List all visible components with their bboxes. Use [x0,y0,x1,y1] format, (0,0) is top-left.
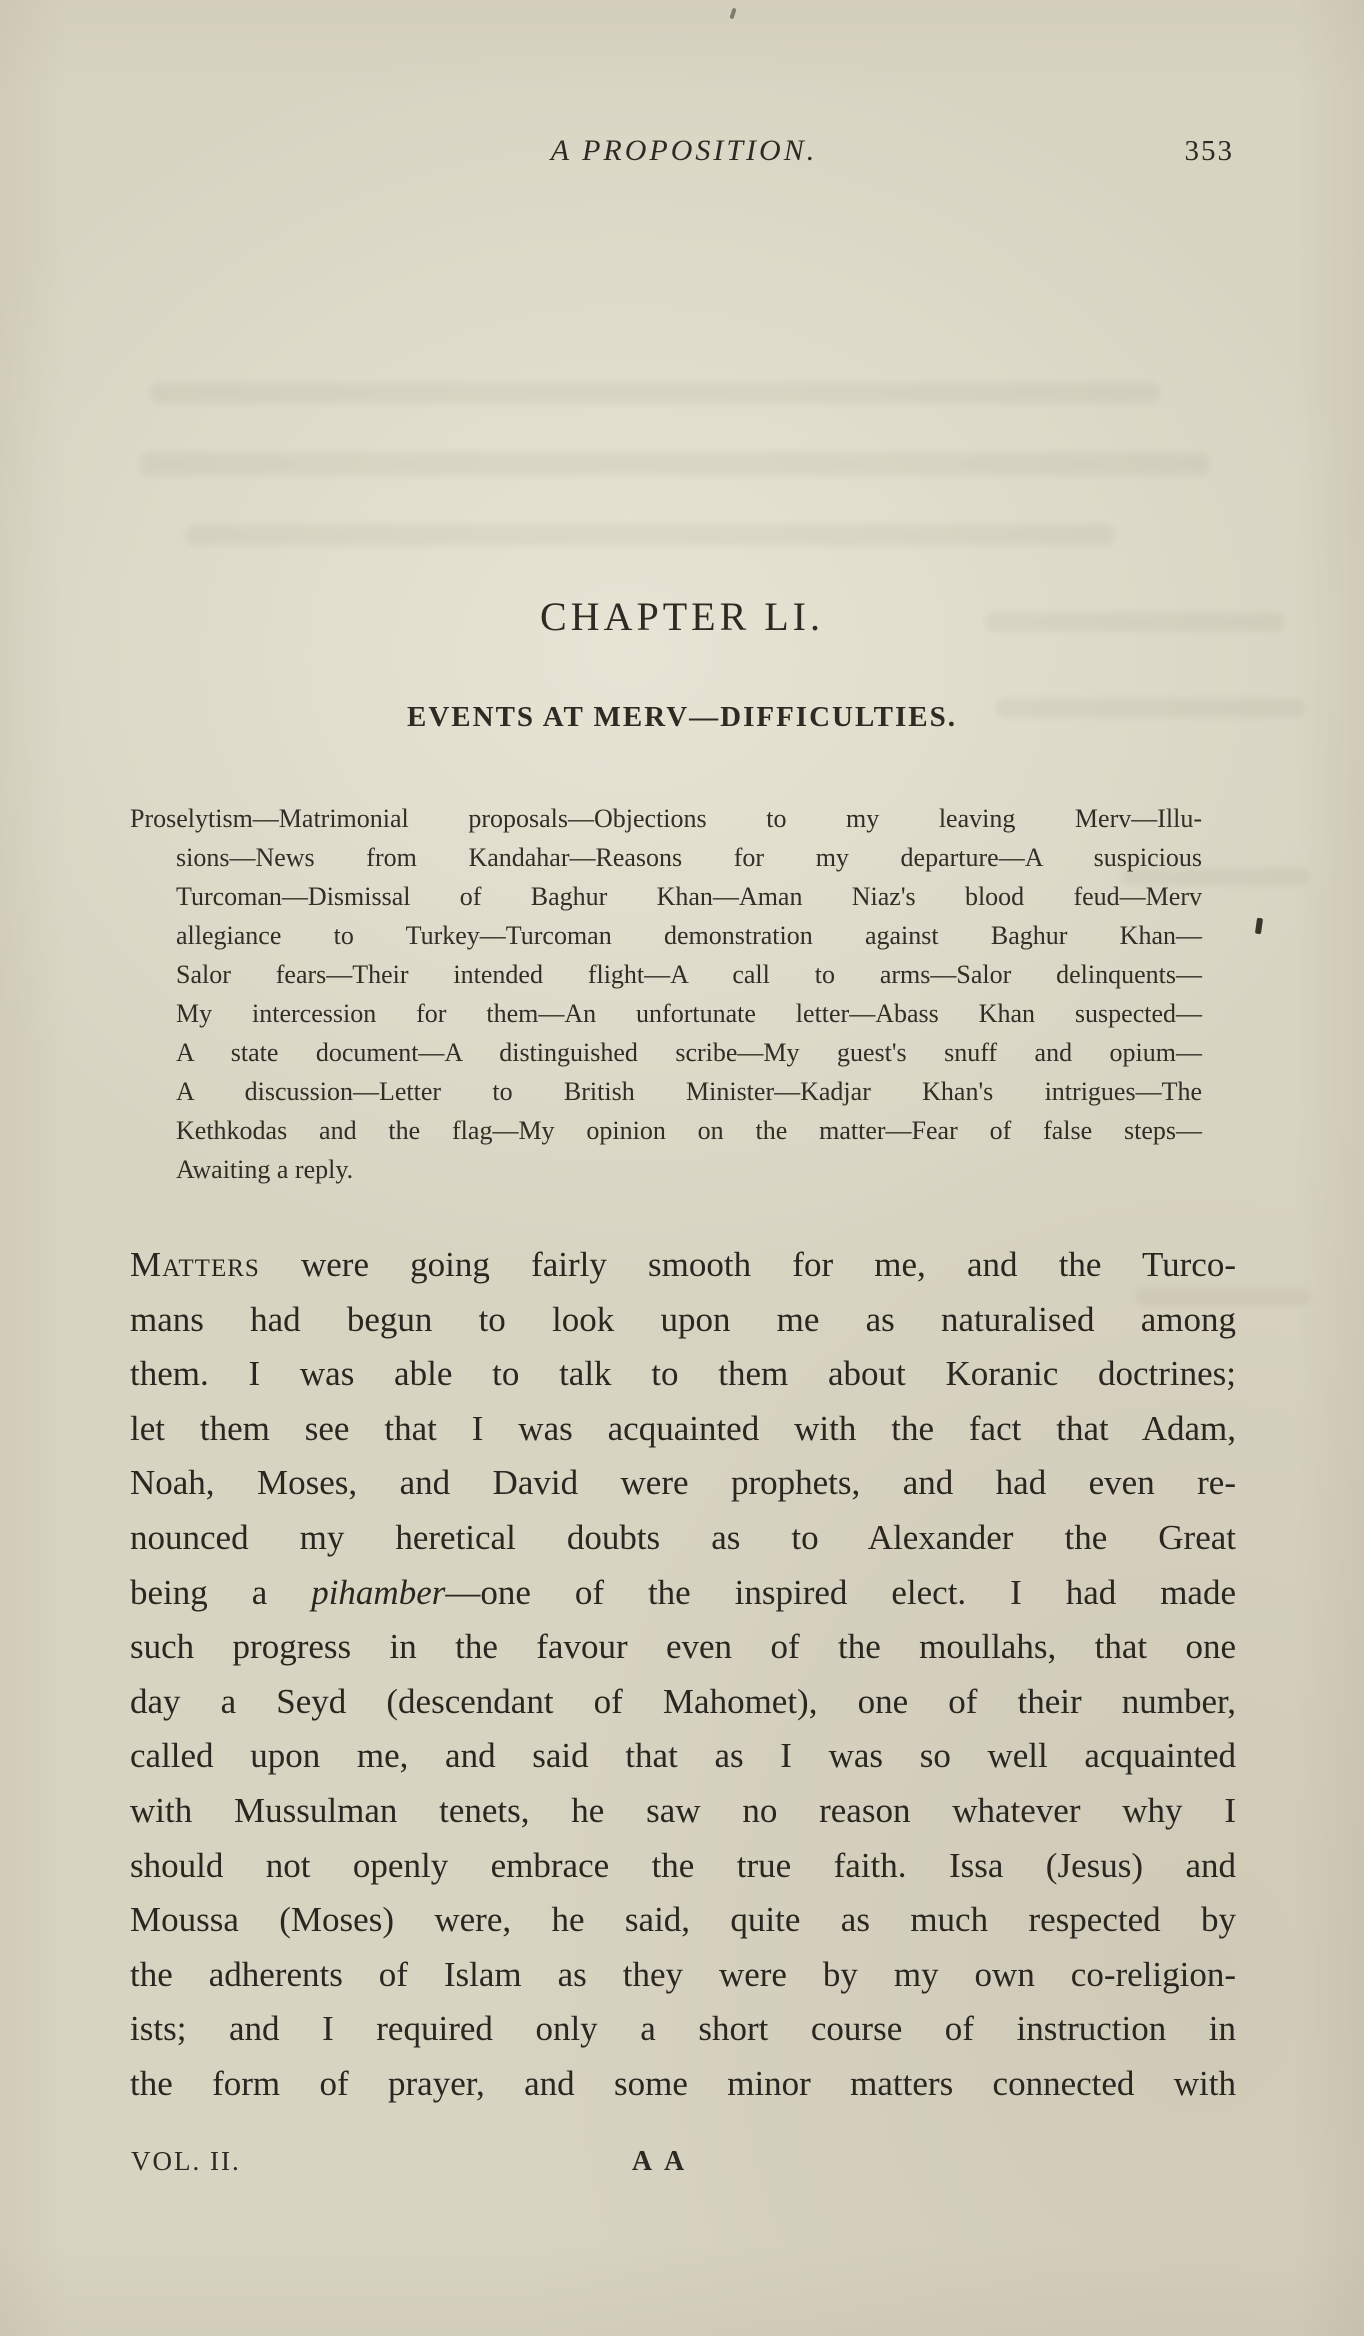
body-line: the form of prayer, and some minor matters connected with [130,2063,1236,2103]
page-number: 353 [1184,135,1234,167]
body-line: nounced my heretical doubts as to Alexander the Great [130,1517,1236,1557]
body-line: the adherents of Islam as they were by my own co-religion- [130,1954,1236,1994]
body-text [130,1238,1236,2112]
synopsis-line: Turcoman—Dismissal of Baghur Khan—Aman Niaz's blood feud—Merv [176,882,1202,911]
volume-label: VOL. II. [131,2146,241,2176]
body-line: with Mussulman tenets, he saw no reason whatever why I [130,1790,1236,1830]
body-line: Noah, Moses, and David were prophets, and had even re- [130,1463,1236,1503]
chapter-synopsis [130,799,1202,1189]
synopsis-line: allegiance to Turkey—Turcoman demonstration against Baghur Khan— [176,921,1202,950]
show-through-smudge [140,452,1210,476]
running-head-row [130,134,1238,176]
body-line: Moussa (Moses) were, he said, quite as much respected by [130,1900,1236,1940]
body-line: being a pihamber—one of the inspired elect. I had made [130,1572,1237,1612]
show-through-smudge [1120,868,1310,886]
body-line: such progress in the favour even of the moullahs, that one [130,1627,1236,1667]
show-through-smudge [985,612,1285,632]
synopsis-line: A discussion—Letter to British Minister—Kadjar Khan's intrigues—The [176,1077,1202,1106]
chapter-heading: CHAPTER LI. [540,594,824,639]
chapter-subtitle: EVENTS AT MERV—DIFFICULTIES. [407,701,957,733]
synopsis-line: Proselytism—Matrimonial proposals—Objections to my leaving Merv—Illu- [130,804,1202,833]
body-line: should not openly embrace the true faith. Issa (Jesus) and [130,1845,1236,1885]
ink-speck [729,8,736,20]
synopsis-line: Salor fears—Their intended flight—A call to arms—Salor delinquents— [176,960,1202,989]
synopsis-line: Kethkodas and the flag—My opinion on the matter—Fear of false steps— [176,1116,1202,1145]
running-head: A PROPOSITION. [550,134,818,167]
body-line: called upon me, and said that as I was so well acquainted [130,1736,1236,1776]
signature-mark: A A [631,2146,689,2177]
body-line: ists; and I required only a short course of instruction in [130,2009,1236,2049]
body-line: them. I was able to talk to them about Koranic doctrines; [130,1354,1236,1394]
show-through-smudge [995,698,1305,718]
show-through-smudge [150,382,1160,404]
synopsis-line: sions—News from Kandahar—Reasons for my departure—A suspicious [176,843,1202,872]
synopsis-line: Awaiting a reply. [176,1155,354,1184]
body-line: day a Seyd (descendant of Mahomet), one of their number, [130,1681,1236,1721]
body-line: let them see that I was acquainted with the fact that Adam, [130,1408,1236,1448]
ink-speck [1255,918,1263,935]
body-line: mans had begun to look upon me as naturalised among [130,1299,1236,1339]
body-line: Matters were going fairly smooth for me, and the Turco- [130,1245,1236,1284]
show-through-smudge [1135,1288,1310,1306]
synopsis-line: My intercession for them—An unfortunate letter—Abass Khan suspected— [176,999,1202,1028]
synopsis-line: A state document—A distinguished scribe—My guest's snuff and opium— [176,1038,1202,1067]
show-through-smudge [185,524,1115,546]
